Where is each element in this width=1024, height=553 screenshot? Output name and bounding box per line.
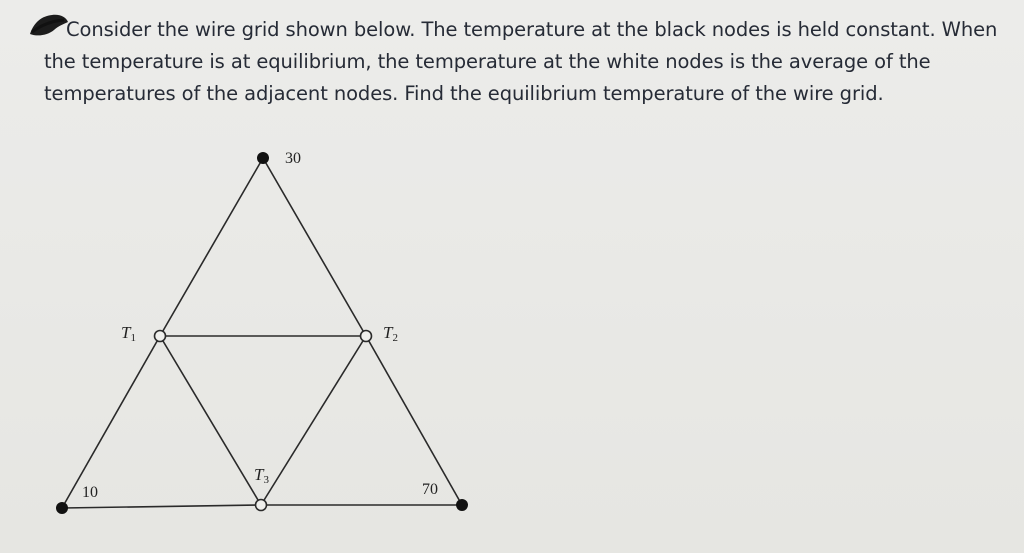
fixed-node-bottom-left xyxy=(56,502,68,514)
label-top-value: 30 xyxy=(285,150,301,167)
wire-right-to-bottom-right xyxy=(366,336,462,505)
fixed-node-top xyxy=(257,152,269,164)
label-bottom-right-value: 70 xyxy=(422,481,438,498)
wire-left-to-bottom-left xyxy=(62,336,160,508)
wire-top-to-left xyxy=(160,158,263,336)
wire-left-to-bottom xyxy=(160,336,261,505)
problem-line-3: temperatures of the adjacent nodes. Find the equilibrium temperature of the wire grid. xyxy=(44,82,884,105)
wire-bottom-left-to-bottom xyxy=(62,505,261,508)
wire-top-to-right xyxy=(263,158,366,336)
unknown-node-left xyxy=(155,331,166,342)
label-bottom-left-value: 10 xyxy=(82,484,98,501)
fixed-node-bottom-right xyxy=(456,499,468,511)
unknown-node-right xyxy=(361,331,372,342)
unknown-node-bottom xyxy=(256,500,267,511)
label-t3: T3 xyxy=(254,465,269,486)
label-t2: T2 xyxy=(383,323,398,344)
wire-right-to-bottom xyxy=(261,336,366,505)
problem-line-1: Consider the wire grid shown below. The temperature at the black nodes is held constant. When xyxy=(66,18,998,41)
problem-line-2: the temperature is at equilibrium, the temperature at the white nodes is the average of the xyxy=(44,50,931,73)
label-t1: T1 xyxy=(121,323,136,344)
